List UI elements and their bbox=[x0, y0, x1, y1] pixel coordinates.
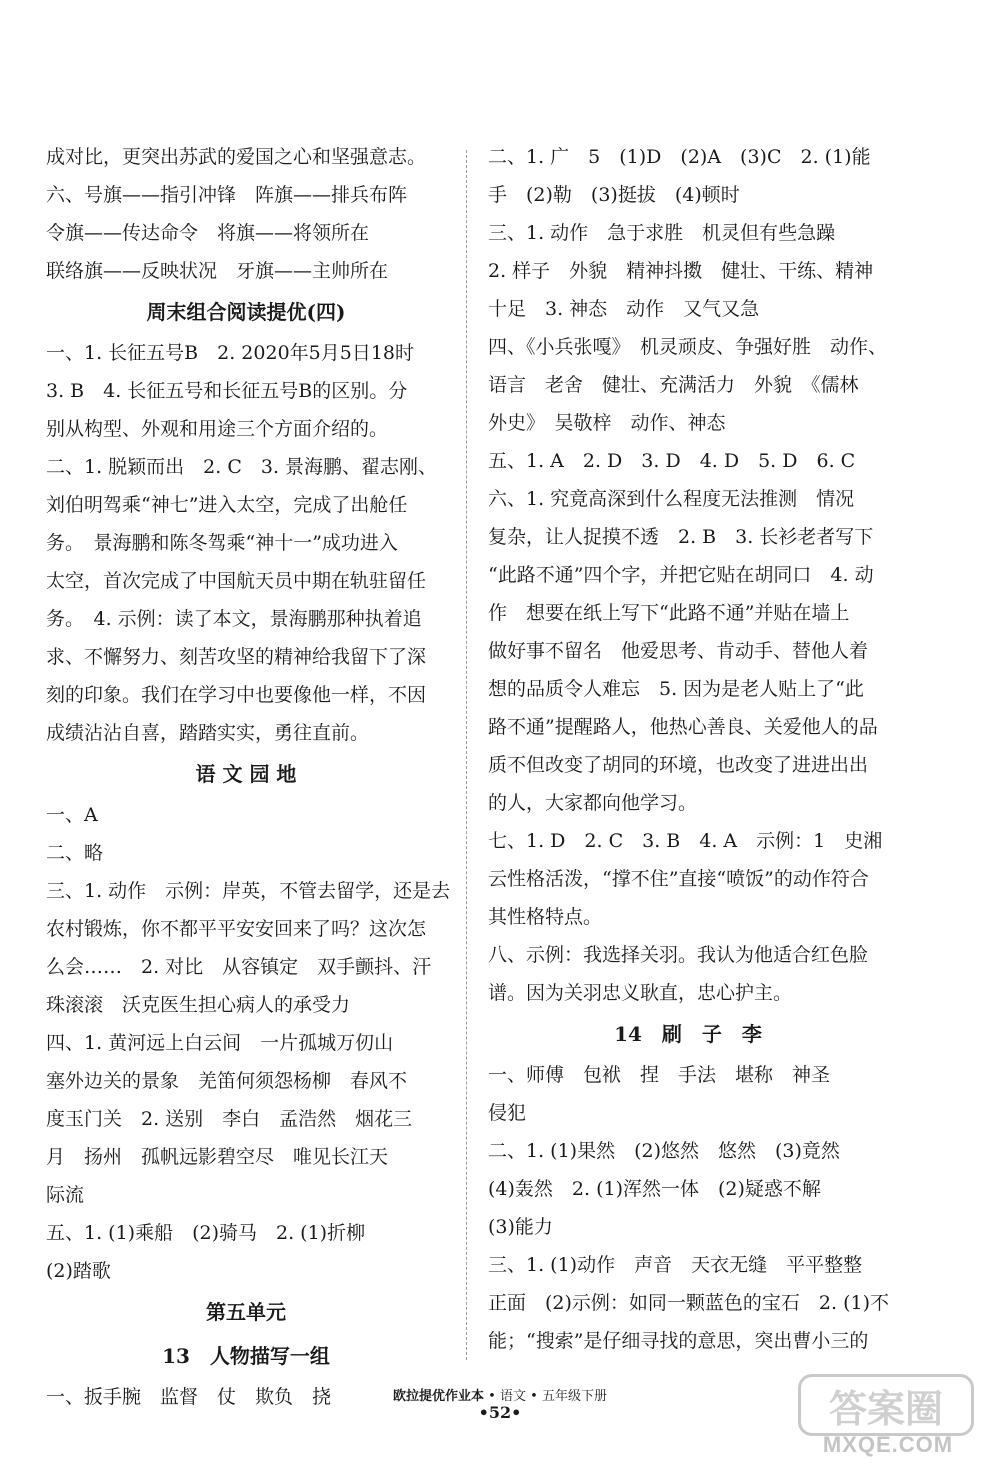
answer-line: 务。 4. 示例：读了本文，景海鹏那种执着追 bbox=[46, 608, 422, 630]
answer-line: (4)轰然 2. (1)浑然一体 (2)疑惑不解 bbox=[488, 1178, 821, 1200]
footer-grade: 五年级下册 bbox=[541, 1389, 607, 1404]
answer-line: “此路不通”四个字，并把它贴在胡同口 4. 动 bbox=[488, 564, 874, 586]
left-column bbox=[46, 138, 451, 1416]
answer-line: 七、1. D 2. C 3. B 4. A 示例：1 史湘 bbox=[488, 830, 883, 852]
answer-line: 侵犯 bbox=[488, 1102, 527, 1124]
answer-line: 想的品质令人难忘 5. 因为是老人贴上了“此 bbox=[488, 678, 864, 700]
answer-line: 的人，大家都向他学习。 bbox=[488, 792, 698, 814]
footer-subject: 语文 bbox=[499, 1389, 526, 1404]
answer-line: 路不通”提醒路人，他热心善良、关爱他人的品 bbox=[488, 716, 878, 738]
watermark-logo bbox=[790, 1370, 980, 1460]
footer-brand: 欧拉提优作业本 bbox=[393, 1389, 485, 1404]
footer-separator: • bbox=[488, 1389, 496, 1404]
answer-line: 月 扬州 孤帆远影碧空尽 唯见长江天 bbox=[46, 1146, 389, 1168]
answer-line: 别从构型、外观和用途三个方面介绍的。 bbox=[46, 418, 389, 440]
answer-line: 际流 bbox=[46, 1184, 85, 1206]
answer-line: 四、1. 黄河远上白云间 一片孤城万仞山 bbox=[46, 1032, 394, 1054]
answer-line: 二、略 bbox=[46, 842, 104, 864]
answer-line: 塞外边关的景象 羌笛何须怨杨柳 春风不 bbox=[46, 1070, 408, 1092]
section-heading: 14 刷 子 李 bbox=[614, 1022, 762, 1046]
answer-line: 2. 样子 外貌 精神抖擞 健壮、干练、精神 bbox=[488, 260, 874, 282]
footer-separator: • bbox=[530, 1389, 538, 1404]
answer-line: 刘伯明驾乘“神七”进入太空，完成了出舱任 bbox=[46, 494, 408, 516]
answer-line: 3. B 4. 长征五号和长征五号B的区别。分 bbox=[46, 380, 408, 402]
answer-line: 五、1. A 2. D 3. D 4. D 5. D 6. C bbox=[488, 450, 856, 472]
answer-line: 复杂，让人捉摸不透 2. B 3. 长衫老者写下 bbox=[488, 526, 874, 548]
answer-line: 令旗——传达命令 将旗——将领所在 bbox=[46, 222, 370, 244]
answer-line: 四、《小兵张嘎》 机灵顽皮、争强好胜 动作、 bbox=[488, 336, 888, 358]
answer-line: 谱。因为关羽忠义耿直，忠心护主。 bbox=[488, 982, 793, 1004]
answer-line: 二、1. 脱颖而出 2. C 3. 景海鹏、翟志刚、 bbox=[46, 456, 438, 478]
section-heading: 第五单元 bbox=[206, 1300, 286, 1324]
answer-line: 成绩沾沾自喜，踏踏实实，勇往直前。 bbox=[46, 722, 370, 744]
answer-line: 二、1. 广 5 (1)D (2)A (3)C 2. (1)能 bbox=[488, 146, 871, 168]
answer-line: 做好事不留名 他爱思考、肯动手、替他人着 bbox=[488, 640, 869, 662]
answer-line: 务。 景海鹏和陈冬驾乘“神十一”成功进入 bbox=[46, 532, 398, 554]
answer-line: 一、1. 长征五号B 2. 2020年5月5日18时 bbox=[46, 342, 415, 364]
answer-line: 三、1. (1)动作 声音 天衣无缝 平平整整 bbox=[488, 1254, 863, 1276]
column-divider bbox=[466, 150, 467, 1360]
right-column bbox=[488, 138, 888, 1360]
answer-line: 珠滚滚 沃克医生担心病人的承受力 bbox=[46, 994, 351, 1016]
answer-line: 成对比，更突出苏武的爱国之心和坚强意志。 bbox=[46, 146, 427, 168]
answer-line: 一、A bbox=[46, 804, 98, 826]
answer-line: 么会…… 2. 对比 从容镇定 双手颤抖、汗 bbox=[46, 956, 432, 978]
section-heading: 周末组合阅读提优(四) bbox=[146, 300, 346, 324]
answer-line: 二、1. (1)果然 (2)悠然 悠然 (3)竟然 bbox=[488, 1140, 840, 1162]
answer-line: 其性格特点。 bbox=[488, 906, 603, 928]
answer-line: 作 想要在纸上写下“此路不通”并贴在墙上 bbox=[488, 602, 850, 624]
answer-line: 一、扳手腕 监督 仗 欺负 挠 bbox=[46, 1386, 332, 1408]
answer-line: 农村锻炼，你不都平平安安回来了吗？这次怎 bbox=[46, 918, 427, 940]
answer-line: 正面 (2)示例：如同一颗蓝色的宝石 2. (1)不 bbox=[488, 1292, 889, 1314]
answer-line: 十足 3. 神态 动作 又气又急 bbox=[488, 298, 760, 320]
answer-line: (3)能力 bbox=[488, 1216, 553, 1238]
section-heading: 13 人物描写一组 bbox=[162, 1344, 330, 1368]
watermark-cn-text: 答案圈 bbox=[828, 1387, 943, 1431]
answer-line: 质不但改变了胡同的环境，也改变了进进出出 bbox=[488, 754, 869, 776]
answer-line: 语言 老舍 健壮、充满活力 外貌 《儒林 bbox=[488, 374, 859, 396]
answer-line: 一、师傅 包袱 捏 手法 堪称 神圣 bbox=[488, 1064, 831, 1086]
answer-line: 六、号旗——指引冲锋 阵旗——排兵布阵 bbox=[46, 184, 408, 206]
answer-line: 太空，首次完成了中国航天员中期在轨驻留任 bbox=[46, 570, 427, 592]
answer-line: 求、不懈努力、刻苦攻坚的精神给我留下了深 bbox=[46, 646, 427, 668]
answer-line: 能；“搜索”是仔细寻找的意思，突出曹小三的 bbox=[488, 1330, 869, 1352]
answer-line: 六、1. 究竟高深到什么程度无法推测 情况 bbox=[488, 488, 855, 510]
answer-line: 三、1. 动作 示例：岸英，不管去留学，还是去 bbox=[46, 880, 451, 902]
answer-line: 五、1. (1)乘船 (2)骑马 2. (1)折柳 bbox=[46, 1222, 366, 1244]
watermark-url: MXQE.COM bbox=[822, 1432, 954, 1457]
answer-line: 八、示例：我选择关羽。我认为他适合红色脸 bbox=[488, 944, 869, 966]
answer-line: 外史》 吴敬梓 动作、神态 bbox=[488, 412, 726, 434]
page-number: •52• bbox=[478, 1403, 522, 1422]
answer-line: 刻的印象。我们在学习中也要像他一样，不因 bbox=[46, 684, 427, 706]
answer-line: 联络旗——反映状况 牙旗——主帅所在 bbox=[46, 260, 389, 282]
answer-line: 云性格活泼，“撑不住”直接“喷饭”的动作符合 bbox=[488, 868, 869, 890]
answer-line: 度玉门关 2. 送别 李白 孟浩然 烟花三 bbox=[46, 1108, 413, 1130]
section-heading: 语 文 园 地 bbox=[195, 762, 297, 786]
answer-line: 手 (2)勒 (3)挺拔 (4)顿时 bbox=[488, 184, 740, 206]
answer-line: 三、1. 动作 急于求胜 机灵但有些急躁 bbox=[488, 222, 836, 244]
answer-line: (2)踏歌 bbox=[46, 1260, 111, 1282]
